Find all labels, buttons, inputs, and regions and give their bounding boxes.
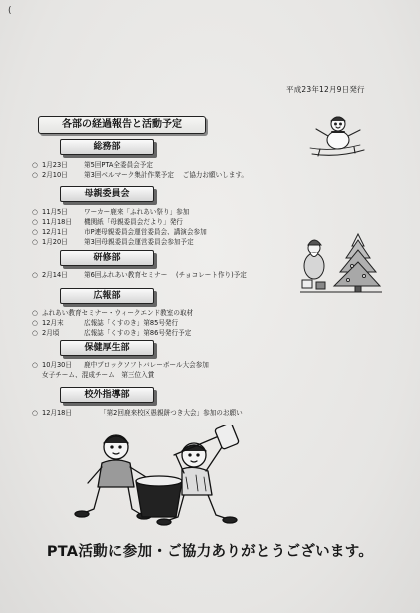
list-item (32, 160, 248, 170)
section-list-kenshu (32, 270, 247, 280)
item-date: 1月23日 (42, 161, 68, 169)
section-list-soumu (32, 160, 248, 180)
bullet-icon: ○ (32, 208, 38, 216)
bullet-icon: ○ (32, 171, 38, 179)
section-title-hahaoya: 母親委員会 (60, 186, 154, 202)
closing-message: PTA活動に参加・ご協力ありがとうございます。 (46, 544, 374, 560)
bullet-icon: ○ (32, 161, 38, 169)
bullet-icon: ○ (32, 218, 38, 226)
item-date: 11月18日 (42, 218, 72, 226)
item-text: 広報誌「くすのき」第86号発行予定 (84, 329, 192, 337)
item-text: 第3回母親委員会運営委員会参加予定 (84, 238, 194, 246)
list-item (32, 207, 207, 217)
item-date: 2月14日 (42, 271, 68, 279)
section-list-hoken (32, 360, 209, 380)
bullet-icon: ○ (32, 238, 38, 246)
item-text: ふれあい教育セミナー・ウィークエンド教室の取材 (42, 309, 194, 317)
list-item (32, 227, 207, 237)
bullet-icon: ○ (32, 409, 38, 417)
item-text: 広報誌「くすのき」第85号発行 (84, 319, 179, 327)
list-item (32, 270, 247, 280)
item-text: 第6回ふれあい教育セミナー (チョコレート作り)予定 (84, 271, 247, 279)
bullet-icon: ○ (32, 309, 38, 317)
list-item (32, 217, 207, 227)
list-item (32, 360, 209, 370)
list-item-continuation: 女子チーム、混成チーム 第三位入賞 (42, 371, 155, 379)
issued-date: 平成23年12月9日発行 (286, 85, 365, 94)
item-date: 12月18日 (42, 409, 72, 417)
list-item (32, 408, 243, 418)
item-date: 12月末 (42, 319, 64, 327)
list-item (32, 170, 248, 180)
item-date: 11月5日 (42, 208, 68, 216)
item-text: 市P連母親委員会運営委員会、講演会参加 (84, 228, 207, 236)
main-title: 各部の経過報告と活動予定 (38, 116, 206, 134)
bullet-icon: ○ (32, 228, 38, 236)
bullet-icon: ○ (32, 361, 38, 369)
section-title-kenshu: 研修部 (60, 250, 154, 266)
section-title-kouhou: 広報部 (60, 288, 154, 304)
section-list-kouhou (32, 308, 193, 338)
section-list-kougai (32, 408, 243, 418)
item-text: 第5回PTA全委員会予定 (84, 161, 153, 169)
list-item (32, 328, 193, 338)
mochi-pounding-children-icon (66, 425, 246, 527)
bullet-icon: ○ (32, 271, 38, 279)
section-title-kougai: 校外指導部 (60, 387, 154, 403)
item-date: 1月20日 (42, 238, 68, 246)
item-date: 10月30日 (42, 361, 72, 369)
section-list-hahaoya (32, 207, 207, 247)
item-text: ワーカー鹿来「ふれあい祭り」参加 (84, 208, 190, 216)
bullet-icon: ○ (32, 329, 38, 337)
item-text: 「第2回鹿来校区愚親餅つき大会」参加のお願い (100, 409, 243, 417)
section-title-hoken: 保健厚生部 (60, 340, 154, 356)
item-date: 2月10日 (42, 171, 68, 179)
item-text: 機関紙「母親委員会だより」発行 (84, 218, 183, 226)
list-item (32, 308, 193, 318)
snowman-sled-icon (302, 112, 372, 164)
christmas-tree-santa-icon (300, 230, 382, 296)
list-item (32, 318, 193, 328)
bullet-icon: ○ (32, 319, 38, 327)
item-date: 2月頃 (42, 329, 60, 337)
item-text: 鹿中ブロックソフトバレーボール大会参加 (84, 361, 209, 369)
item-text: 第3回ベルマーク集計作業予定 ご協力お願いします。 (84, 171, 249, 179)
section-title-soumu: 総務部 (60, 139, 154, 155)
list-item (32, 237, 207, 247)
item-date: 12月1日 (42, 228, 68, 236)
corner-mark: ( (8, 6, 12, 16)
